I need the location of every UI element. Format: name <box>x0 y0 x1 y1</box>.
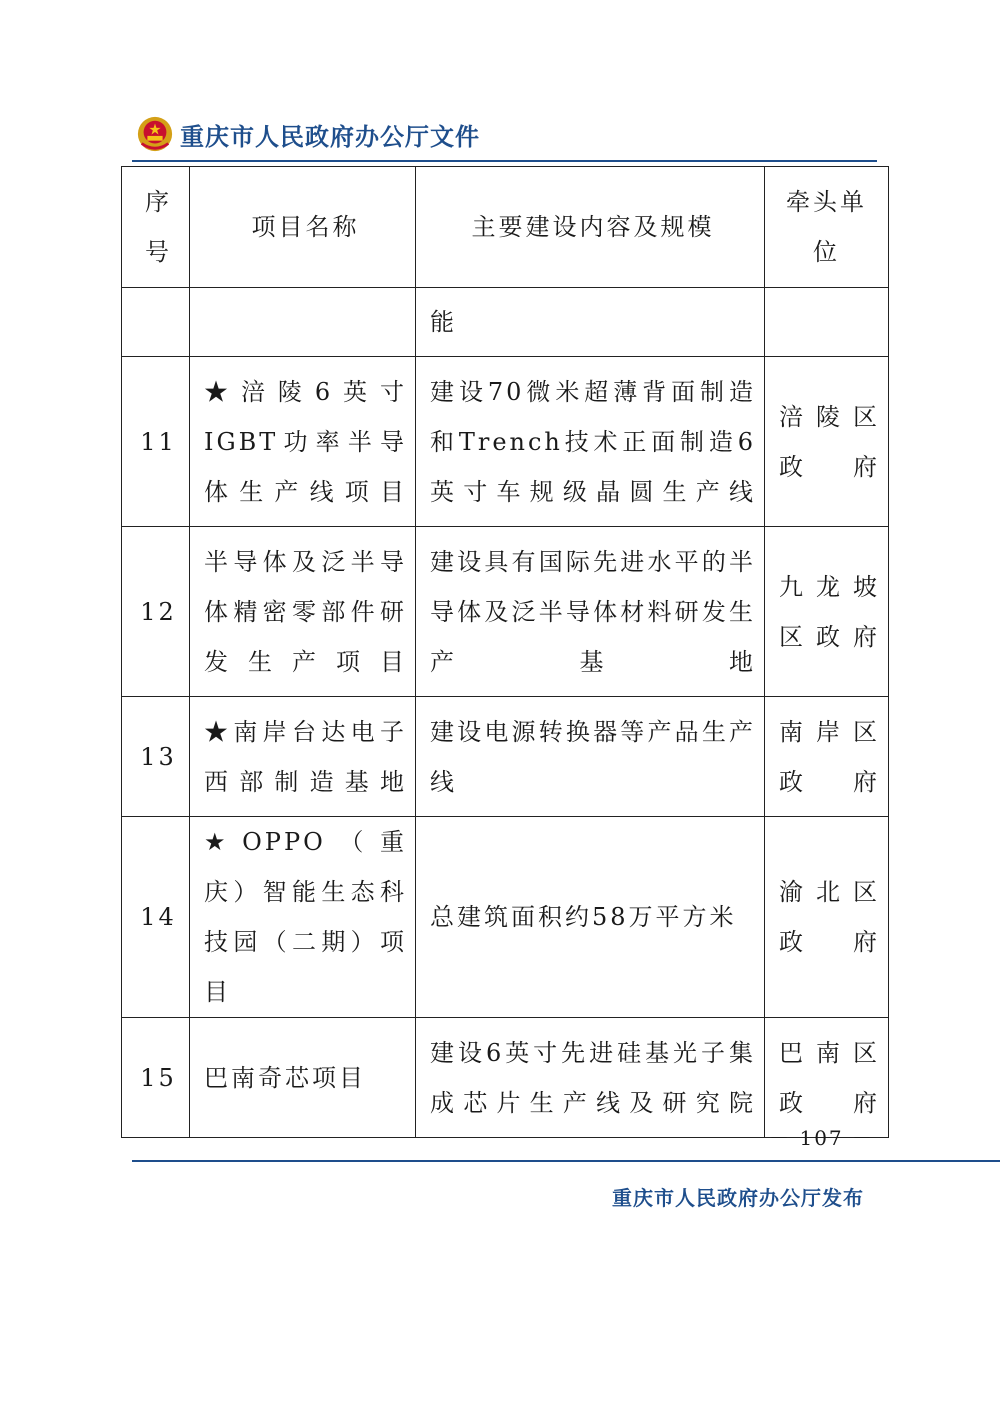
table-cell-name: 巴南奇芯项目 <box>190 1018 416 1138</box>
table-cell-no: 12 <box>122 527 190 697</box>
document-header <box>136 112 480 156</box>
document-title: 重庆市人民政府办公厅文件 <box>180 122 480 151</box>
table-cell <box>122 288 190 357</box>
header-divider <box>132 160 877 162</box>
table-row <box>122 697 889 817</box>
table-cell-unit: 涪陵区政府 <box>765 357 889 527</box>
table-cell-no: 13 <box>122 697 190 817</box>
footer-divider <box>132 1160 1000 1162</box>
table-cell-content: 建设70微米超薄背面制造和Trench技术正面制造6英寸车规级晶圆生产线 <box>416 357 765 527</box>
publisher-label: 重庆市人民政府办公厅发布 <box>612 1186 864 1210</box>
table-cell-name: ★南岸台达电子西部制造基地 <box>190 697 416 817</box>
table-cell-content: 总建筑面积约58万平方米 <box>416 817 765 1018</box>
table-row-continuation <box>122 288 889 357</box>
table-cell-no: 15 <box>122 1018 190 1138</box>
table-cell-name: ★OPPO（重庆）智能生态科技园（二期）项目 <box>190 817 416 1018</box>
table-cell-no: 14 <box>122 817 190 1018</box>
table-cell-content: 建设具有国际先进水平的半导体及泛半导体材料研发生产基地 <box>416 527 765 697</box>
table-row <box>122 357 889 527</box>
table-cell-name: 半导体及泛半导体精密零部件研发生产项目 <box>190 527 416 697</box>
table-cell-content: 建设6英寸先进硅基光子集成芯片生产线及研究院 <box>416 1018 765 1138</box>
table-row <box>122 817 889 1018</box>
table-header-row <box>122 167 889 288</box>
table-row <box>122 527 889 697</box>
table-cell <box>190 288 416 357</box>
table-cell-unit: 渝北区政府 <box>765 817 889 1018</box>
table-cell <box>765 288 889 357</box>
project-table <box>121 166 889 1138</box>
table-row <box>122 1018 889 1138</box>
header-cell-unit: 牵头单位 <box>765 167 889 288</box>
table-cell-name: ★涪陵6英寸IGBT功率半导体生产线项目 <box>190 357 416 527</box>
table-cell-unit: 南岸区政府 <box>765 697 889 817</box>
table-cell-content: 能 <box>416 288 765 357</box>
header-cell-content: 主要建设内容及规模 <box>416 167 765 288</box>
page-number: － 107 － <box>769 1126 874 1150</box>
table-cell-unit: 九龙坡区政府 <box>765 527 889 697</box>
table-cell-unit: 巴南区政府 <box>765 1018 889 1138</box>
national-emblem-icon <box>136 115 174 153</box>
header-cell-no: 序号 <box>122 167 190 288</box>
header-cell-name: 项目名称 <box>190 167 416 288</box>
table-cell-no: 11 <box>122 357 190 527</box>
table-cell-content: 建设电源转换器等产品生产线 <box>416 697 765 817</box>
